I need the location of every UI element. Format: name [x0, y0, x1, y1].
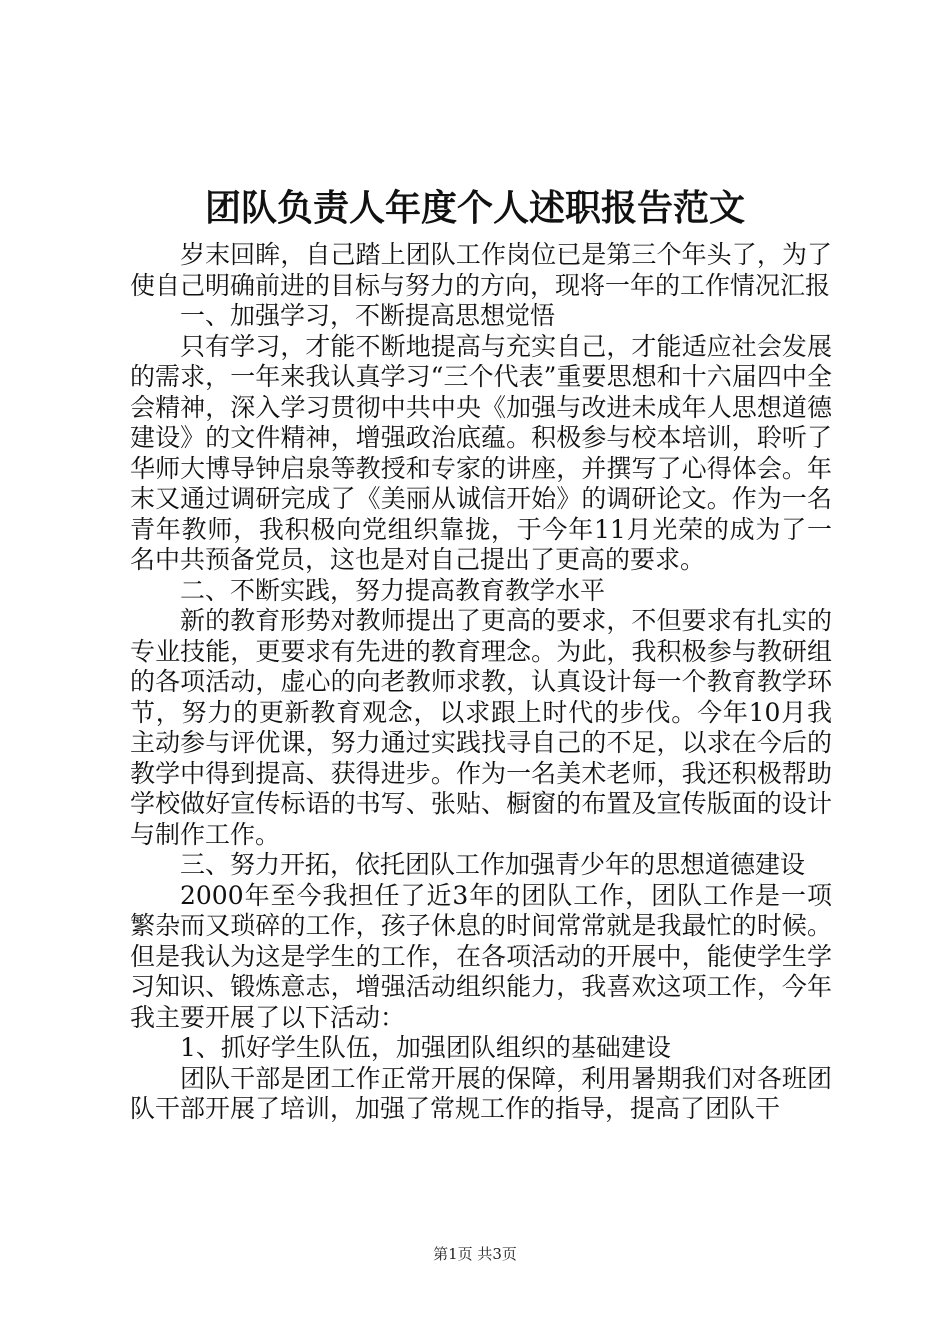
- paragraph-study: 只有学习，才能不断地提高与充实自己，才能适应社会发展的需求，一年来我认真学习“三个代表”重要思想和十六届四中全会精神，深入学习贯彻中共中央《加强与改进未成年人思想道德建设》的文件精神，增强政治底蕴。积极参与校本培训，聆听了华师大博导钟启泉等教授和专家的讲座，并撰写了心得体会。年末又通过调研完成了《美丽从诚信开始》的调研论文。作为一名青年教师，我积极向党组织靠拢，于今年11月光荣的成为了一名中共预备党员，这也是对自己提出了更高的要求。: [130, 331, 832, 574]
- section-heading-3: 三、努力开拓，依托团队工作加强青少年的思想道德建设: [180, 850, 806, 879]
- paragraph-team-cadre: 团队干部是团工作正常开展的保障，利用暑期我们对各班团队干部开展了培训，加强了常规工作的指导，提高了团队干: [130, 1063, 832, 1123]
- subsection-heading-1: 1、抓好学生队伍，加强团队组织的基础建设: [180, 1033, 671, 1062]
- paragraph-intro: 岁末回眸，自己踏上团队工作岗位已是第三个年头了，为了使自己明确前进的目标与努力的方向，现将一年的工作情况汇报: [130, 240, 832, 300]
- paragraph-teaching: 新的教育形势对教师提出了更高的要求，不但要求有扎实的专业技能，更要求有先进的教育理念。为此，我积极参与教研组的各项活动，虚心的向老教师求教，认真设计每一个教育教学环节，努力的更新教育观念，以求跟上时代的步伐。今年10月我主动参与评优课，努力通过实践找寻自己的不足，以求在今后的教学中得到提高、获得进步。作为一名美术老师，我还积极帮助学校做好宣传标语的书写、张贴、橱窗的布置及宣传版面的设计与制作工作。: [130, 606, 832, 849]
- document-title: 团队负责人年度个人述职报告范文: [204, 187, 745, 229]
- section-heading-1: 一、加强学习，不断提高思想觉悟: [180, 301, 556, 330]
- page-number-footer: 第1页 共3页: [433, 1245, 517, 1263]
- document-body: [130, 240, 832, 1125]
- paragraph-team-work: 2000年至今我担任了近3年的团队工作，团队工作是一项繁杂而又琐碎的工作，孩子休息的时间常常就是我最忙的时候。但是我认为这是学生的工作，在各项活动的开展中，能使学生学习知识、锻炼意志，增强活动组织能力，我喜欢这项工作，今年我主要开展了以下活动：: [130, 880, 832, 1032]
- section-heading-2: 二、不断实践，努力提高教育教学水平: [180, 575, 606, 605]
